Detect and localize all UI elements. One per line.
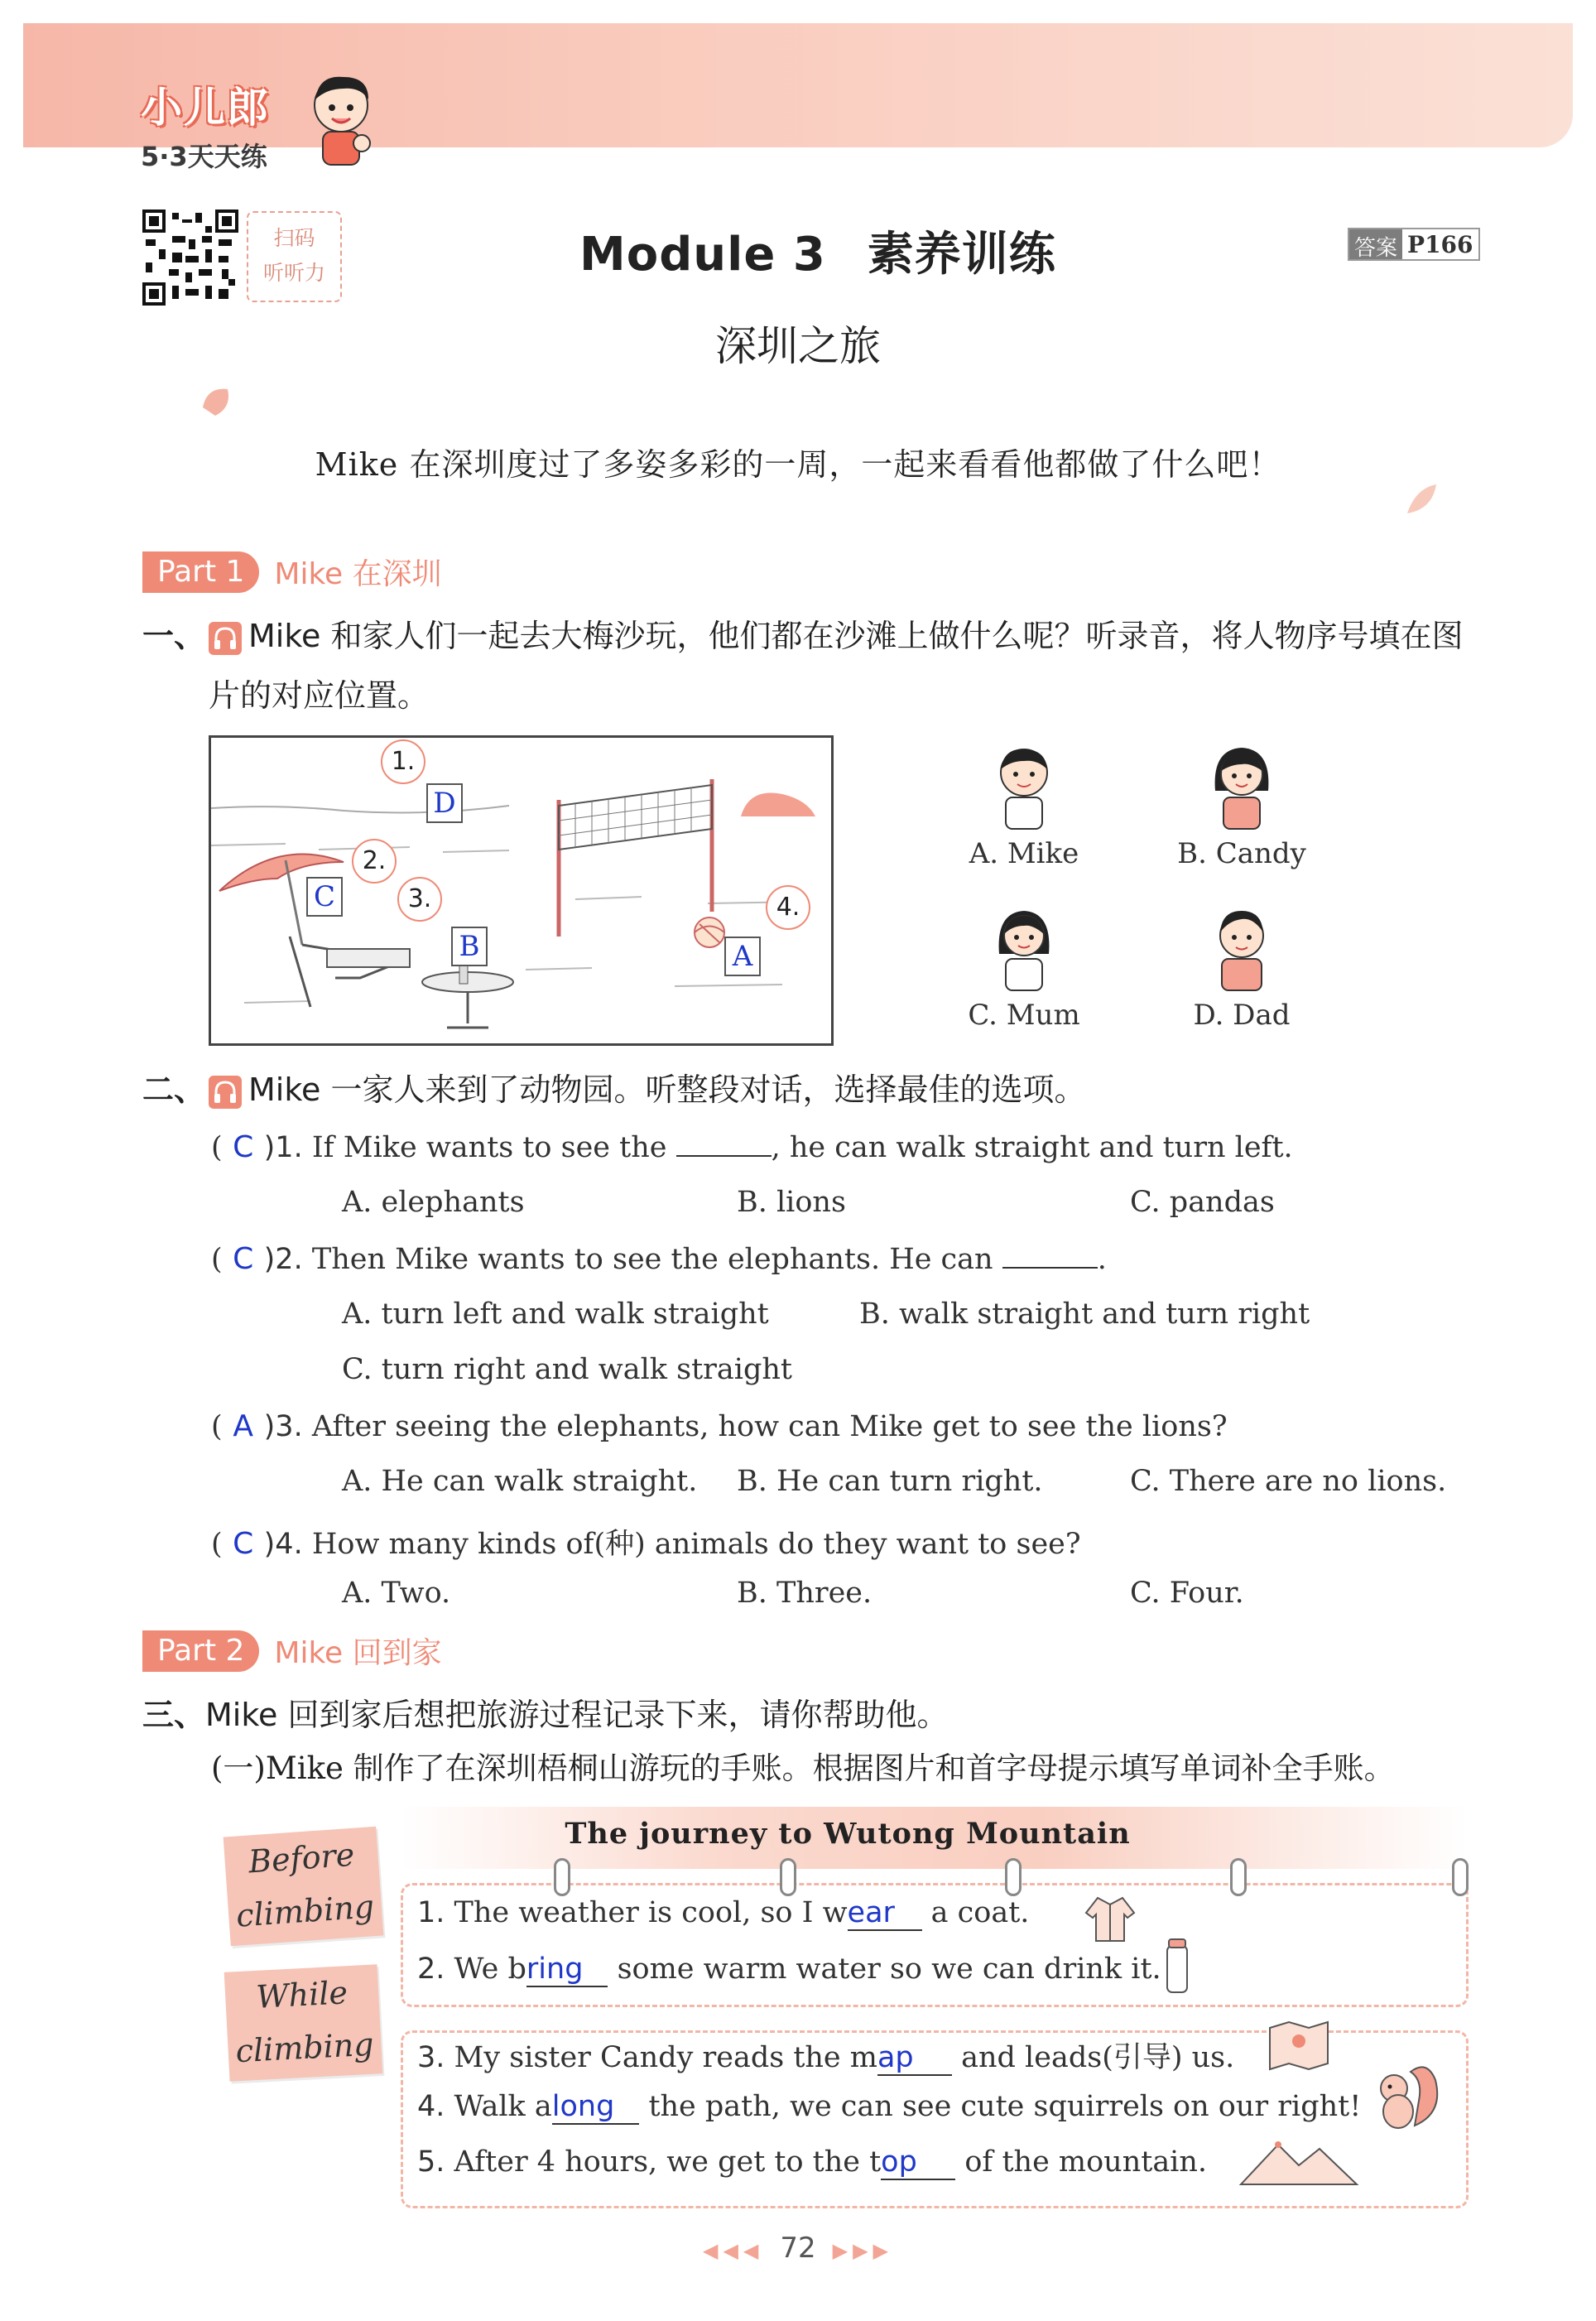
fill-answer[interactable]: ring bbox=[526, 1953, 608, 1987]
part1-name: Mike 在深圳 bbox=[274, 557, 442, 591]
question-1: ( C )1. If Mike wants to see the , he can walk straight and turn left. bbox=[211, 1130, 1293, 1164]
qr-listen-label bbox=[247, 211, 342, 302]
part2-header bbox=[142, 1630, 442, 1672]
option-c: C. There are no lions. bbox=[1130, 1465, 1447, 1498]
coat-icon bbox=[1081, 1890, 1139, 1948]
scene-number: 4. bbox=[766, 885, 810, 930]
squirrel-icon bbox=[1365, 2055, 1444, 2134]
mascot-icon bbox=[302, 70, 381, 170]
question-text-end: . bbox=[1097, 1243, 1107, 1276]
journal-card bbox=[227, 1807, 1477, 2213]
leaf-icon bbox=[1403, 480, 1440, 522]
person-mum bbox=[941, 903, 1107, 1032]
question-4: ( C )4. How many kinds of(种) animals do they want to see? bbox=[211, 1527, 1081, 1561]
question-number: )2. bbox=[263, 1243, 303, 1276]
person-dad bbox=[1159, 903, 1324, 1032]
option-c: C. Four. bbox=[1130, 1577, 1244, 1610]
qr-label-line1: 扫码 bbox=[273, 226, 315, 250]
answer-q2[interactable]: C bbox=[233, 1242, 254, 1276]
question-2: ( C )2. Then Mike wants to see the elephants. He can . bbox=[211, 1242, 1107, 1276]
option-a: A. Two. bbox=[342, 1577, 451, 1610]
answer-key-badge bbox=[1348, 228, 1480, 261]
journal-line-5 bbox=[417, 2145, 1207, 2180]
girl-avatar-icon bbox=[1209, 741, 1275, 832]
part1-header bbox=[142, 551, 442, 593]
map-icon bbox=[1266, 2018, 1332, 2072]
section3-sub-instruction: (一)Mike 制作了在深圳梧桐山游玩的手账。根据图片和首字母提示填写单词补全手账。 bbox=[211, 1750, 1395, 1786]
question-text: Then Mike wants to see the elephants. He can bbox=[311, 1243, 993, 1276]
sticky-before-climbing bbox=[224, 1827, 384, 1947]
option-c: C. turn right and walk straight bbox=[342, 1353, 792, 1386]
section2-number: 二、 bbox=[142, 1071, 206, 1108]
question-number: )4. bbox=[263, 1528, 303, 1561]
fill-answer[interactable]: ap bbox=[877, 2041, 952, 2076]
qr-code-icon[interactable] bbox=[142, 209, 238, 306]
brand-logo bbox=[141, 75, 270, 174]
sticky-before-line2: climbing bbox=[234, 1888, 376, 1934]
line-number: 5. bbox=[417, 2145, 445, 2179]
sticky-while-line1: While bbox=[255, 1974, 349, 2015]
person-label: B. Candy bbox=[1177, 837, 1306, 870]
part2-tag: Part 2 bbox=[142, 1630, 259, 1672]
water-bottle-icon bbox=[1161, 1938, 1194, 1996]
binder-ring-icon bbox=[554, 1858, 570, 1896]
journal-title: The journey to Wutong Mountain bbox=[565, 1817, 1131, 1851]
answer-blank[interactable] bbox=[1002, 1244, 1098, 1269]
option-b: B. walk straight and turn right bbox=[859, 1298, 1310, 1331]
part1-tag: Part 1 bbox=[142, 551, 259, 593]
scene-answer[interactable]: B bbox=[451, 927, 488, 966]
journal-line-4 bbox=[417, 2090, 1361, 2125]
mountain-icon bbox=[1237, 2136, 1361, 2186]
answer-key-page: P166 bbox=[1402, 229, 1478, 259]
section1-instruction bbox=[142, 606, 1500, 725]
binder-ring-icon bbox=[780, 1858, 796, 1896]
question-text-end: , he can walk straight and turn left. bbox=[771, 1131, 1293, 1164]
part2-name: Mike 回到家 bbox=[274, 1636, 442, 1670]
brand-sub: 5·3天天练 bbox=[141, 141, 267, 172]
fill-answer[interactable]: ear bbox=[848, 1896, 922, 1931]
scene-answer[interactable]: C bbox=[306, 877, 343, 917]
line-text-end: of the mountain. bbox=[964, 2145, 1208, 2179]
module-subtitle: 素养训练 bbox=[867, 228, 1056, 282]
section1-instruction-line1: Mike 和家人们一起去大梅沙玩，他们都在沙滩上做什么呢？听录音，将人物序号填在图 bbox=[248, 618, 1464, 654]
question-number: )1. bbox=[263, 1131, 303, 1164]
line-number: 2. bbox=[417, 1953, 445, 1986]
answer-q4[interactable]: C bbox=[233, 1527, 254, 1561]
line-number: 4. bbox=[417, 2090, 445, 2123]
scene-number: 2. bbox=[352, 839, 397, 884]
section2-instruction-text: Mike 一家人来到了动物园。听整段对话，选择最佳的选项。 bbox=[248, 1071, 1086, 1108]
question-text: After seeing the elephants, how can Mike get to see the lions? bbox=[311, 1410, 1228, 1443]
line-text: Walk a bbox=[454, 2090, 552, 2123]
fill-answer[interactable]: long bbox=[552, 2090, 640, 2125]
line-text: My sister Candy reads the m bbox=[454, 2041, 877, 2074]
line-text: After 4 hours, we get to the t bbox=[454, 2145, 882, 2179]
sticky-while-climbing bbox=[224, 1964, 383, 2082]
answer-key-label: 答案 bbox=[1349, 229, 1402, 259]
section3-instruction-text: Mike 回到家后想把旅游过程记录下来，请你帮助他。 bbox=[205, 1697, 949, 1733]
answer-q3[interactable]: A bbox=[233, 1409, 253, 1443]
page-number: 72 bbox=[780, 2232, 816, 2265]
person-mike bbox=[941, 741, 1107, 870]
leaf-icon bbox=[199, 383, 240, 424]
line-text-end: a coat. bbox=[930, 1896, 1030, 1929]
question-number: )3. bbox=[263, 1410, 303, 1443]
line-text: The weather is cool, so I w bbox=[454, 1896, 848, 1929]
binder-ring-icon bbox=[1230, 1858, 1247, 1896]
section3-number: 三、 bbox=[142, 1697, 206, 1733]
question-3: ( A )3. After seeing the elephants, how can Mike get to see the lions? bbox=[211, 1409, 1228, 1443]
page-footer bbox=[0, 2232, 1596, 2265]
man-avatar-icon bbox=[1209, 903, 1275, 994]
option-a: A. turn left and walk straight bbox=[342, 1298, 769, 1331]
answer-blank[interactable] bbox=[676, 1132, 772, 1157]
scene-answer[interactable]: D bbox=[426, 783, 463, 823]
beach-scene bbox=[209, 735, 834, 1046]
person-label: C. Mum bbox=[968, 999, 1080, 1032]
next-arrows-icon: ▶▶▶ bbox=[832, 2239, 893, 2262]
module-title: Module 3 bbox=[579, 228, 826, 282]
headphone-icon[interactable] bbox=[209, 1076, 242, 1109]
binder-ring-icon bbox=[1452, 1858, 1469, 1896]
line-text: We b bbox=[454, 1953, 526, 1986]
prev-arrows-icon: ◀◀◀ bbox=[702, 2239, 764, 2262]
section3-instruction bbox=[142, 1685, 948, 1745]
qr-label-line2: 听听力 bbox=[262, 261, 325, 285]
option-c: C. pandas bbox=[1130, 1186, 1275, 1219]
scene-number: 3. bbox=[397, 877, 442, 922]
boy-avatar-icon bbox=[991, 741, 1057, 832]
binder-ring-icon bbox=[1005, 1858, 1022, 1896]
woman-avatar-icon bbox=[991, 903, 1057, 994]
sticky-before-line1: Before bbox=[247, 1836, 356, 1880]
headphone-icon[interactable] bbox=[209, 622, 242, 655]
person-candy bbox=[1159, 741, 1324, 870]
option-a: A. elephants bbox=[342, 1186, 525, 1219]
section1-number: 一、 bbox=[142, 618, 206, 654]
option-b: B. lions bbox=[737, 1186, 846, 1219]
page-title bbox=[579, 218, 1056, 284]
line-text-end: the path, we can see cute squirrels on our right! bbox=[648, 2090, 1362, 2123]
question-text: How many kinds of(种) animals do they want to see? bbox=[311, 1528, 1081, 1561]
journal-line-1 bbox=[417, 1896, 1029, 1931]
line-text-end: some warm water so we can drink it. bbox=[617, 1953, 1161, 1986]
answer-q1[interactable]: C bbox=[233, 1130, 254, 1164]
fill-answer[interactable]: op bbox=[881, 2145, 955, 2180]
scene-number: 1. bbox=[381, 739, 425, 784]
option-b: B. He can turn right. bbox=[737, 1465, 1043, 1498]
line-number: 3. bbox=[417, 2041, 445, 2074]
journal-line-3 bbox=[417, 2034, 1234, 2076]
option-a: A. He can walk straight. bbox=[342, 1465, 698, 1498]
person-label: A. Mike bbox=[969, 837, 1079, 870]
section2-instruction bbox=[142, 1060, 1085, 1120]
scene-answer[interactable]: A bbox=[724, 937, 761, 976]
question-text: If Mike wants to see the bbox=[311, 1131, 667, 1164]
sticky-while-line2: climbing bbox=[234, 2025, 375, 2070]
beach-illustration bbox=[211, 738, 834, 1046]
intro-text: Mike 在深圳度过了多姿多彩的一周，一起来看看他都做了什么吧！ bbox=[315, 446, 1281, 483]
journal-line-2 bbox=[417, 1953, 1161, 1987]
section1-instruction-line2: 片的对应位置。 bbox=[209, 677, 430, 714]
brand-main: 小儿郎 bbox=[141, 84, 270, 132]
person-label: D. Dad bbox=[1193, 999, 1291, 1032]
option-b: B. Three. bbox=[737, 1577, 873, 1610]
page-subtitle: 深圳之旅 bbox=[715, 322, 881, 370]
line-number: 1. bbox=[417, 1896, 445, 1929]
line-text-end: and leads(引导) us. bbox=[961, 2041, 1235, 2074]
